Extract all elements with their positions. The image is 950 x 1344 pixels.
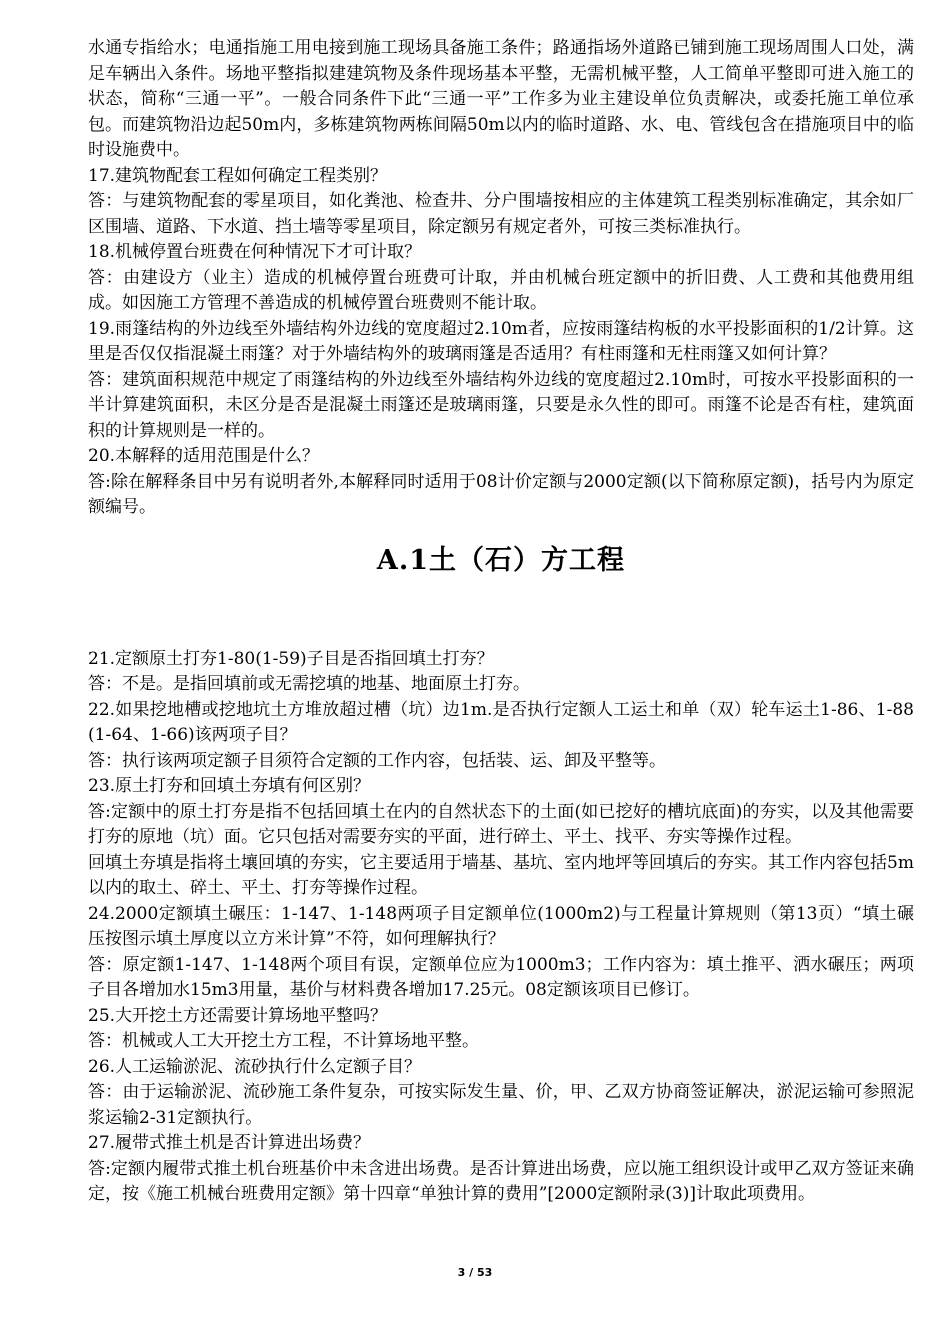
answer-23: 答:定额中的原土打夯是指不包括回填土在内的自然状态下的土面(如已挖好的槽坑底面)的夯实，以及其他需要打夯的原地（坑）面。它只包括对需要夯实的平面，进行碎土、平土、找平、夯实等操作过程。 [88,801,914,847]
answer-21: 答：不是。是指回填前或无需挖填的地基、地面原土打夯。 [88,674,530,694]
question-19: 19.雨篷结构的外边线至外墙结构外边线的宽度超过2.10m者，应按雨篷结构板的水平投影面积的1/2计算。这里是否仅仅指混凝土雨篷？对于外墙结构外的玻璃雨篷是否适用？有柱雨篷和无柱雨篷又如何计算？ [88,318,914,364]
question-20: 20.本解释的适用范围是什么？ [88,446,320,466]
answer-27: 答:定额内履带式推土机台班基价中未含进出场费。是否计算进出场费，应以施工组织设计或甲乙双方签证来确定，按《施工机械台班费用定额》第十四章“单独计算的费用”[2000定额附录(3)]计取此项费用。 [88,1158,914,1204]
answer-24: 答：原定额1-147、1-148两个项目有误，定额单位应为1000m3；工作内容为：填土推平、洒水碾压；两项子目各增加水15m3用量，基价与材料费各增加17.25元。08定额该项目已修订。 [88,954,914,1000]
answer-25: 答：机械或人工大开挖土方工程，不计算场地平整。 [88,1031,479,1051]
answer-26: 答：由于运输淤泥、流砂施工条件复杂，可按实际发生量、价，甲、乙双方协商签证解决，淤泥运输可参照泥浆运输2-31定额执行。 [88,1082,914,1128]
question-26: 26.人工运输淤泥、流砂执行什么定额子目？ [88,1056,422,1077]
document-page [88,36,914,1208]
question-25: 25.大开挖土方还需要计算场地平整吗？ [88,1005,388,1026]
answer-19: 答：建筑面积规范中规定了雨篷结构的外边线至外墙结构外边线的宽度超过2.10m时，可按水平投影面积的一半计算建筑面积，未区分是否是混凝土雨篷还是玻璃雨篷，只要是永久性的即可。雨篷不论是否有柱，建筑面积的计算规则是一样的。 [88,369,914,441]
earthwork-section [88,647,914,1208]
question-27: 27.履带式推土机是否计算进出场费？ [88,1133,371,1153]
question-17: 17.建筑物配套工程如何确定工程类别？ [88,165,388,186]
paragraph-continuation: 水通专指给水；电通指施工用电接到施工现场具备施工条件；路通指场外道路已铺到施工现场周围人口处，满足车辆出入条件。场地平整指拟建建筑物及条件现场基本平整，无需机械平整，人工简单平整即可进入施工的状态，简称“三通一平”。一般合同条件下此“三通一平”工作多为业主建设单位负责解决，或委托施工单位承包。而建筑物沿边起50m内，多栋建筑物两栋间隔50m以内的临时道路、水、电、管线包含在措施项目中的临时设施费中。 [88,38,914,160]
question-24: 24.2000定额填土碾压：1-147、1-148两项子目定额单位(1000m2)与工程量计算规则（第13页）“填土碾压按图示填土厚度以立方米计算”不符，如何理解执行？ [88,903,914,949]
question-18: 18.机械停置台班费在何种情况下才可计取？ [88,242,422,262]
question-23: 23.原土打夯和回填土夯填有何区别？ [88,776,371,796]
section-heading: A.1土（石）方工程 [376,544,626,576]
question-21: 21.定额原土打夯1-80(1-59)子目是否指回填土打夯？ [88,648,494,669]
answer-20: 答:除在解释条目中另有说明者外,本解释同时适用于08计价定额与2000定额(以下简称原定额)，括号内为原定额编号。 [88,471,914,517]
question-22: 22.如果挖地槽或挖地坑土方堆放超过槽（坑）边1m.是否执行定额人工运土和单（双）轮车运土1-86、1-88(1-64、1-66)该两项子目？ [88,699,914,745]
intro-section [88,36,914,521]
answer-23-continued: 回填土夯填是指将土壤回填的夯实，它主要适用于墙基、基坑、室内地坪等回填后的夯实。其工作内容包括5m以内的取土、碎土、平土、打夯等操作过程。 [88,852,914,898]
answer-18: 答：由建设方（业主）造成的机械停置台班费可计取，并由机械台班定额中的折旧费、人工费和其他费用组成。如因施工方管理不善造成的机械停置台班费则不能计取。 [88,267,914,313]
answer-17: 答：与建筑物配套的零星项目，如化粪池、检查井、分户围墙按相应的主体建筑工程类别标准确定，其余如厂区围墙、道路、下水道、挡土墙等零星项目，除定额另有规定者外，可按三类标准执行。 [88,191,914,237]
page-number: 3 / 53 [457,1266,493,1279]
answer-22: 答：执行该两项定额子目须符合定额的工作内容，包括装、运、卸及平整等。 [88,750,666,771]
